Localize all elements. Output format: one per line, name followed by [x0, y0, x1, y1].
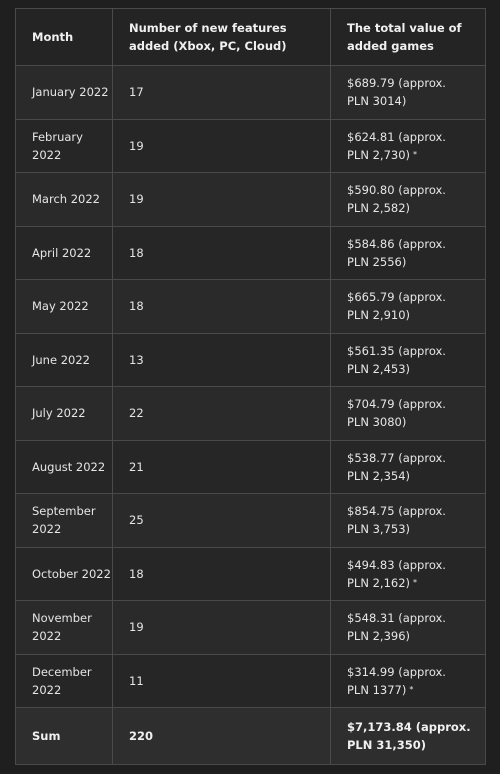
footnote-marker: * [409, 684, 414, 694]
cell-total-value-text: $704.79 (approx. PLN 3080) [347, 397, 446, 430]
cell-total-value-text: $854.75 (approx. PLN 3,753) [347, 504, 446, 537]
cell-total-value [331, 601, 486, 655]
cell-features-count: 22 [113, 387, 331, 441]
cell-total-value-text: $548.31 (approx. PLN 2,396) [347, 611, 446, 644]
sum-value: $7,173.84 (approx. PLN 31,350) [331, 708, 486, 765]
table-header [16, 9, 486, 66]
cell-total-value [331, 66, 486, 120]
footnote-marker: * [413, 149, 418, 159]
cell-total-value-text: $494.83 (approx. PLN 2,162) [347, 557, 446, 590]
cell-total-value [331, 119, 486, 173]
sum-label: Sum [16, 708, 113, 765]
sum-count: 220 [113, 708, 331, 765]
cell-features-count: 11 [113, 654, 331, 708]
cell-total-value [331, 547, 486, 601]
table-row [16, 173, 486, 227]
cell-total-value [331, 333, 486, 387]
table-row [16, 601, 486, 655]
cell-month: January 2022 [16, 66, 113, 120]
cell-month: April 2022 [16, 226, 113, 280]
cell-month: November 2022 [16, 601, 113, 655]
cell-total-value-text: $689.79 (approx. PLN 3014) [347, 76, 446, 109]
cell-total-value [331, 387, 486, 441]
cell-month: June 2022 [16, 333, 113, 387]
table-row [16, 494, 486, 548]
sum-row [16, 708, 486, 765]
cell-total-value [331, 226, 486, 280]
header-features-count: Number of new features added (Xbox, PC, Cloud) [113, 9, 331, 66]
table-row [16, 226, 486, 280]
cell-month: February 2022 [16, 119, 113, 173]
table-row [16, 387, 486, 441]
cell-total-value [331, 494, 486, 548]
cell-features-count: 13 [113, 333, 331, 387]
cell-total-value-text: $584.86 (approx. PLN 2556) [347, 236, 446, 269]
cell-total-value-text: $314.99 (approx. PLN 1377) [347, 664, 446, 697]
cell-features-count: 17 [113, 66, 331, 120]
header-month: Month [16, 9, 113, 66]
cell-features-count: 21 [113, 440, 331, 494]
table-row [16, 440, 486, 494]
table-row [16, 654, 486, 708]
table-footer [16, 708, 486, 765]
cell-features-count: 25 [113, 494, 331, 548]
cell-month: March 2022 [16, 173, 113, 227]
footnote-marker: * [413, 577, 418, 587]
table-row [16, 119, 486, 173]
cell-features-count: 19 [113, 173, 331, 227]
cell-features-count: 18 [113, 226, 331, 280]
cell-total-value-text: $590.80 (approx. PLN 2,582) [347, 183, 446, 216]
cell-month: September 2022 [16, 494, 113, 548]
cell-features-count: 18 [113, 280, 331, 334]
cell-features-count: 19 [113, 119, 331, 173]
header-total-value: The total value of added games [331, 9, 486, 66]
cell-month: July 2022 [16, 387, 113, 441]
cell-total-value-text: $665.79 (approx. PLN 2,910) [347, 290, 446, 323]
cell-total-value [331, 654, 486, 708]
cell-total-value-text: $624.81 (approx. PLN 2,730) [347, 129, 446, 162]
cell-total-value-text: $561.35 (approx. PLN 2,453) [347, 343, 446, 376]
cell-month: October 2022 [16, 547, 113, 601]
table-row [16, 333, 486, 387]
header-row [16, 9, 486, 66]
cell-features-count: 18 [113, 547, 331, 601]
table-body [16, 66, 486, 708]
table-row [16, 547, 486, 601]
games-value-table [15, 8, 486, 765]
table-row [16, 280, 486, 334]
cell-month: August 2022 [16, 440, 113, 494]
cell-total-value [331, 173, 486, 227]
table-row [16, 66, 486, 120]
cell-total-value [331, 440, 486, 494]
cell-total-value [331, 280, 486, 334]
cell-total-value-text: $538.77 (approx. PLN 2,354) [347, 450, 446, 483]
cell-month: December 2022 [16, 654, 113, 708]
cell-month: May 2022 [16, 280, 113, 334]
cell-features-count: 19 [113, 601, 331, 655]
